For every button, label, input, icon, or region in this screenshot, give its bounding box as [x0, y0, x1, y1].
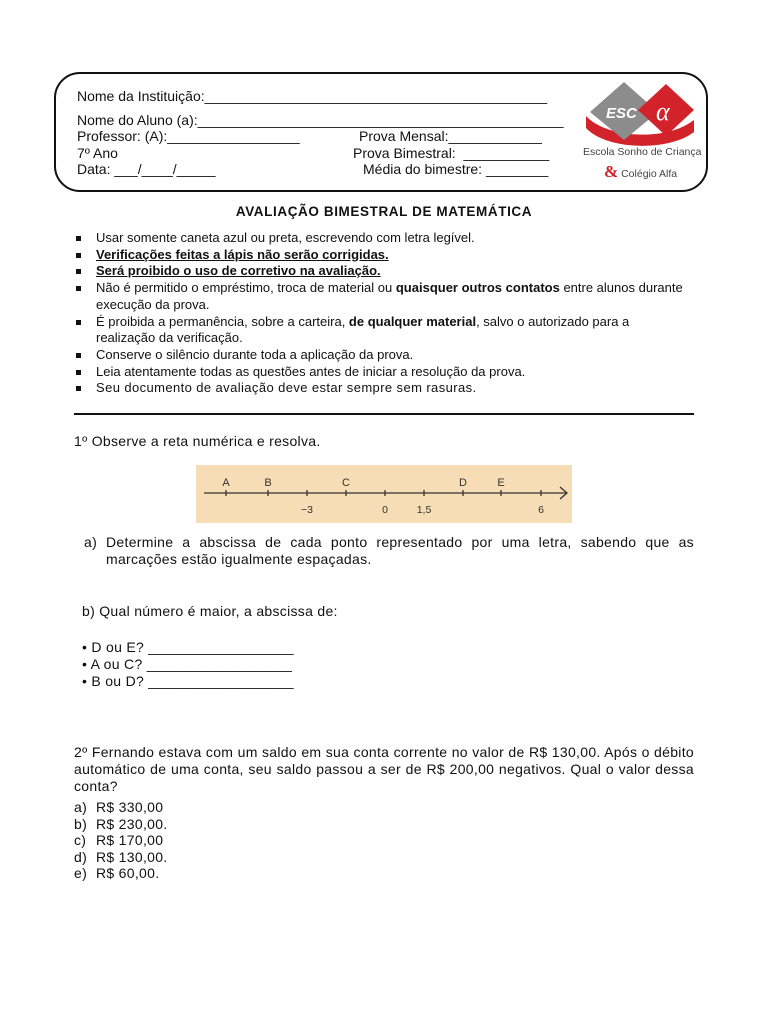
q2-option [74, 799, 163, 816]
rule-item [74, 280, 684, 313]
rule-item [74, 380, 684, 397]
option-letter: d) [74, 848, 88, 865]
bullet-icon [76, 386, 81, 391]
value-label: 1,5 [416, 504, 432, 516]
q2-option [74, 865, 159, 882]
rule-item [74, 314, 684, 347]
q1-b-option: • D ou E? __________________ [82, 639, 294, 655]
point-label: C [342, 477, 350, 489]
option-text: R$ 170,00 [96, 832, 164, 849]
page-title: AVALIAÇÃO BIMESTRAL DE MATEMÁTICA [235, 204, 533, 219]
rule-text: , salvo o autorizado para a realização da verificação. [96, 313, 630, 346]
rule-text: entre alunos durante execução da prova. [96, 280, 683, 312]
q1-item-b: b) Qual número é maior, a abscissa de: [82, 603, 338, 619]
field-professor: Professor: (A):_________________ [77, 128, 300, 144]
point-label: A [222, 477, 230, 489]
bullet-icon [76, 286, 81, 291]
q1-b-option: • B ou D? __________________ [82, 673, 294, 689]
field-ano: 7º Ano [77, 145, 118, 161]
point-label: E [497, 477, 505, 489]
q1-prompt: 1º Observe a reta numérica e resolva. [74, 433, 321, 449]
rule-text-bold: de qualquer material [348, 313, 477, 329]
field-aluno: Nome do Aluno (a):_______________________________________________ [77, 112, 564, 128]
q2-option [74, 832, 163, 849]
rule-item [74, 347, 684, 364]
option-text: R$ 130,00. [96, 848, 168, 865]
value-label: −3 [301, 504, 313, 516]
q1-item-a: a) Determine a abscissa de cada ponto representado por uma letra, sabendo que as marcações estão igualmente espaçadas. [84, 534, 694, 567]
rule-item [74, 230, 684, 247]
logo-alpha: α [656, 97, 670, 126]
rule-text-bold: quaisquer outros contatos [395, 280, 560, 296]
section-divider [74, 413, 694, 415]
option-text: R$ 60,00. [96, 865, 160, 882]
rule-text: Conserve o silêncio durante toda a aplicação da prova. [96, 346, 414, 362]
option-letter: a) [74, 799, 88, 815]
rule-text: Não é permitido o empréstimo, troca de material ou [96, 280, 396, 296]
rule-text: É proibida a permanência, sobre a carteira, [96, 313, 349, 329]
field-prova-mensal: Prova Mensal:____________ [359, 128, 542, 144]
point-label: B [264, 477, 272, 489]
option-letter: b) [74, 815, 88, 832]
field-prova-bimestral: Prova Bimestral: ___________ [353, 145, 550, 161]
rule-text: Leia atentamente todas as questões antes de iniciar a resolução da prova. [96, 363, 526, 379]
logo-ampersand: & [604, 162, 619, 181]
number-line [196, 465, 572, 523]
bullet-icon [76, 236, 81, 241]
bullet-icon [76, 320, 81, 325]
bullet-icon [76, 269, 81, 274]
field-media: Média do bimestre: ________ [363, 161, 549, 177]
q2-option [74, 816, 168, 833]
rule-text: Será proibido o uso de corretivo na avaliação. [96, 263, 381, 279]
rule-item [74, 247, 684, 264]
bullet-icon [76, 370, 81, 375]
field-data: Data: ___/____/_____ [77, 161, 216, 177]
value-label: 6 [538, 504, 544, 516]
rule-item [74, 263, 684, 280]
bullet-icon [76, 253, 81, 258]
option-text: R$ 330,00 [96, 799, 164, 815]
logo-mark: ESC [606, 105, 637, 122]
point-label: D [459, 477, 467, 489]
rule-text: Verificações feitas a lápis não serão corrigidas. [96, 246, 389, 262]
rule-item [74, 364, 684, 381]
q2-prompt: 2º Fernando estava com um saldo em sua conta corrente no valor de R$ 130,00. Após o débito automático de uma conta, seu saldo passou a ser de R$ 200,00 negativos. Qual o valor dessa conta? [74, 744, 694, 794]
logo-text-colegio [604, 162, 677, 182]
field-instituicao: Nome da Instituição:____________________________________________ [77, 88, 548, 104]
q2-option [74, 849, 168, 866]
q1-b-option: • A ou C? __________________ [82, 656, 293, 672]
rules-list [74, 230, 684, 397]
logo-text-escola: Escola Sonho de Criança [583, 146, 702, 158]
option-text: R$ 230,00. [96, 815, 168, 832]
rule-text: Seu documento de avaliação deve estar sempre sem rasuras. [96, 380, 477, 396]
option-letter: e) [74, 865, 88, 882]
logo-text-colegio-label: Colégio Alfa [621, 168, 678, 180]
value-label: 0 [382, 504, 388, 516]
rule-text: Usar somente caneta azul ou preta, escrevendo com letra legível. [96, 230, 475, 245]
bullet-icon [76, 353, 81, 358]
option-letter: c) [74, 832, 87, 849]
